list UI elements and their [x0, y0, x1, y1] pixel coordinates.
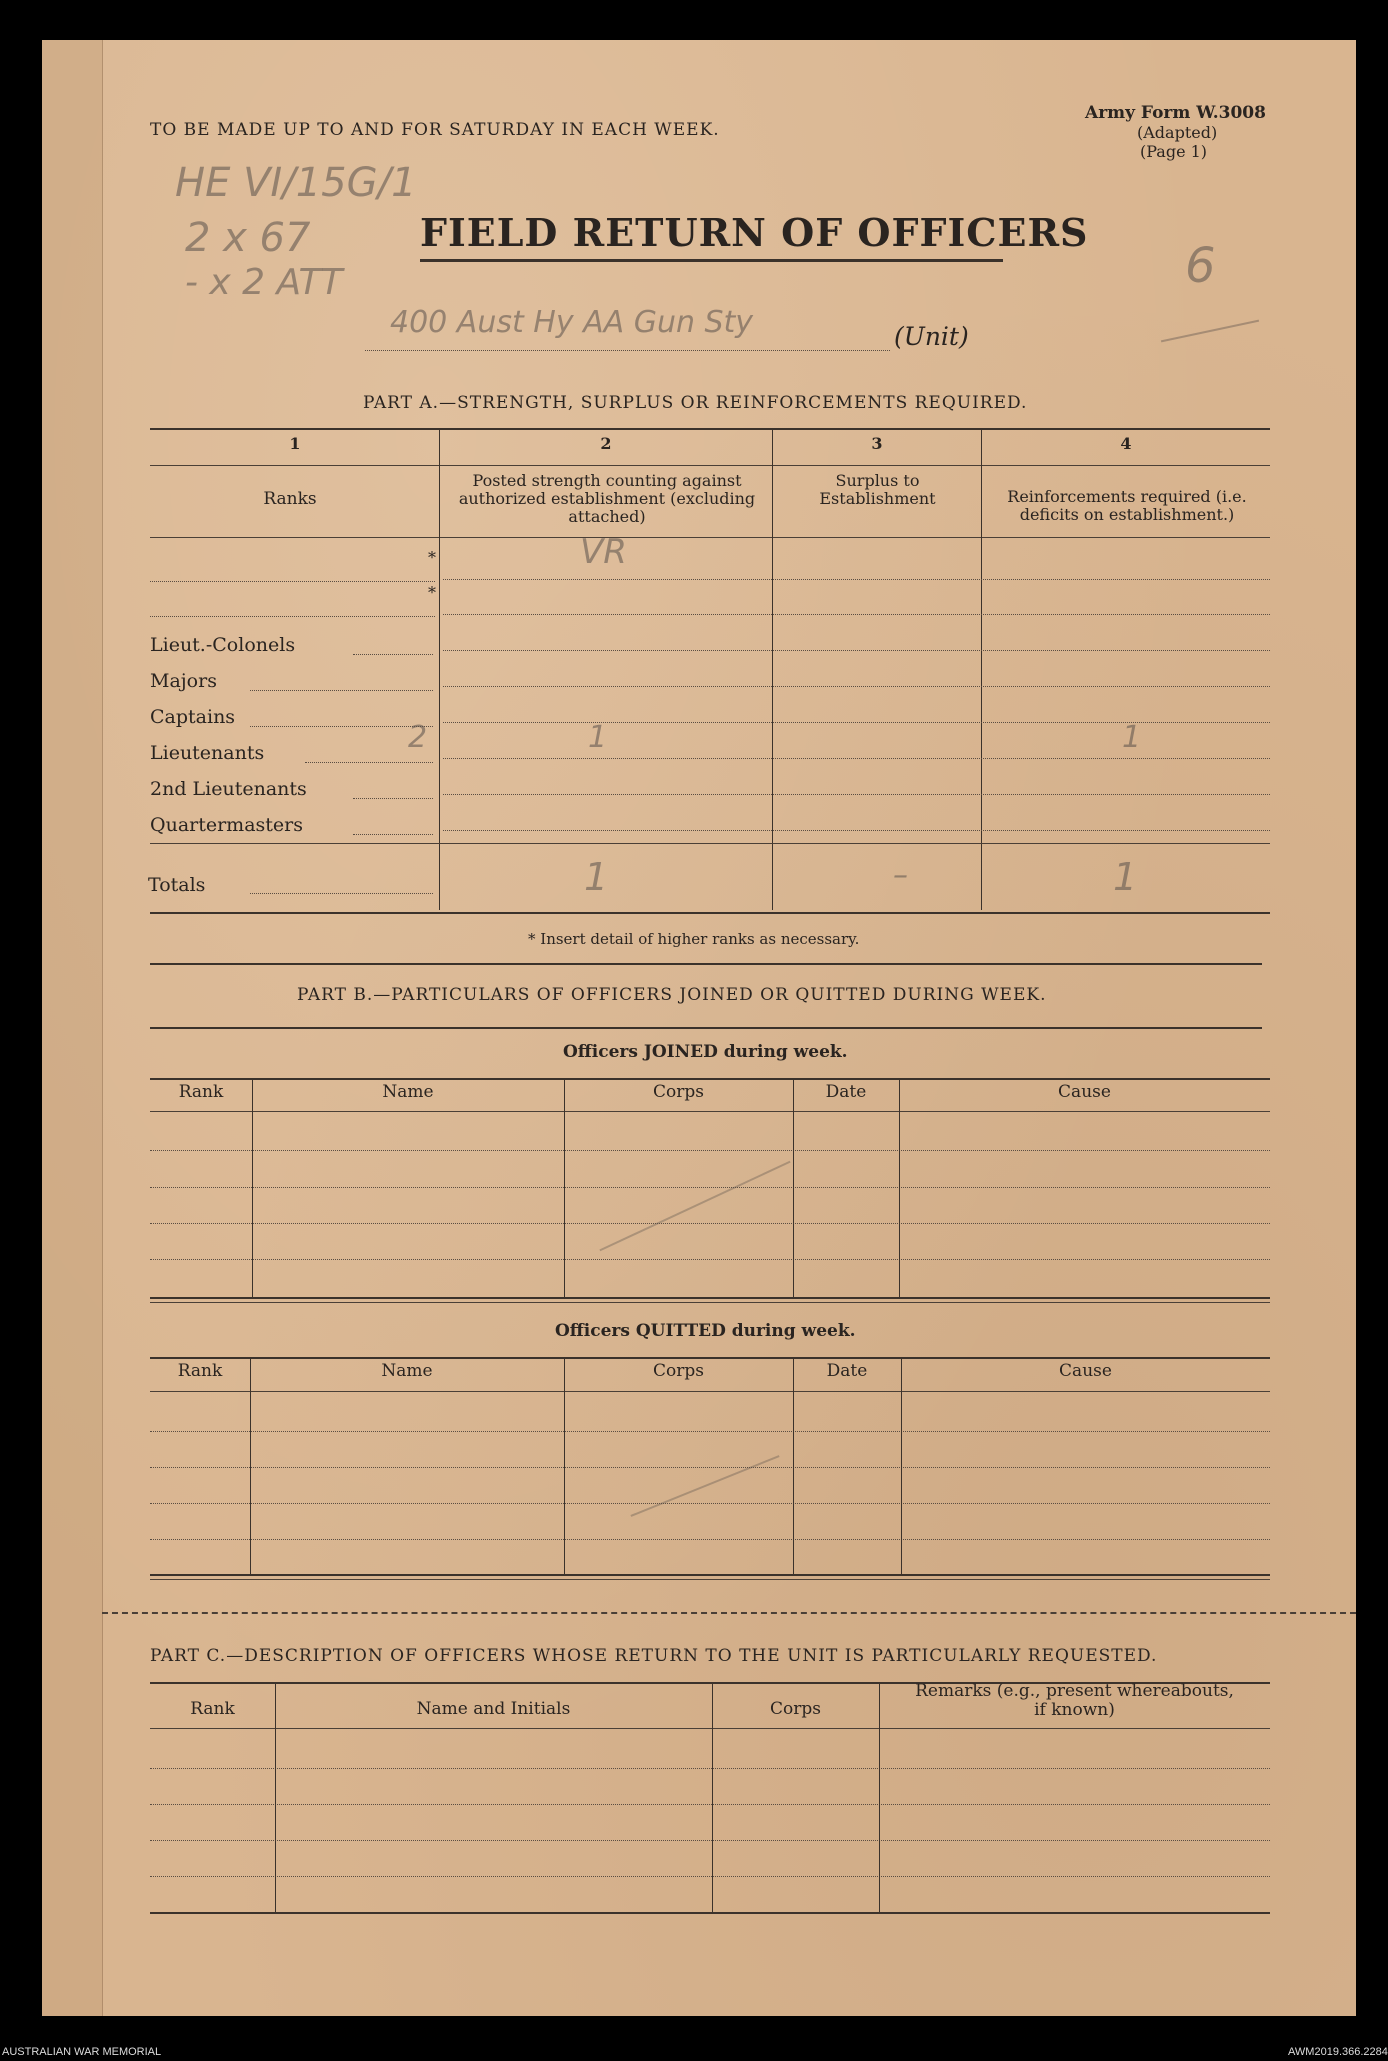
part-a-top-rule	[150, 428, 1270, 430]
pencil-number: 6	[1185, 238, 1216, 294]
row-rule-star-2b	[443, 614, 1270, 615]
pencil-lt-posted: 1	[588, 720, 608, 755]
leader-lieut-colonels	[353, 654, 433, 655]
joined-vline-3	[793, 1078, 794, 1297]
part-c-table-bottom	[150, 1912, 1270, 1914]
col-number-4: 4	[1120, 434, 1132, 453]
row-rule-3	[443, 722, 1270, 723]
joined-row-4	[150, 1259, 1270, 1260]
part-c-col-rank: Rank	[190, 1699, 235, 1719]
quitted-row-4	[150, 1539, 1270, 1540]
joined-col-name: Name	[382, 1082, 434, 1102]
quitted-table-top	[150, 1357, 1270, 1359]
leader-captains	[250, 726, 433, 727]
col-number-3: 3	[871, 434, 883, 453]
joined-table-bottom	[150, 1297, 1270, 1299]
part-c-title: PART C.—DESCRIPTION OF OFFICERS WHOSE RETURN TO THE UNIT IS PARTICULARLY REQUESTED.	[150, 1646, 1158, 1666]
quitted-col-cause: Cause	[1059, 1361, 1112, 1381]
unit-line	[365, 350, 890, 351]
totals-top-rule	[150, 843, 1270, 844]
perforation-line	[102, 1612, 1356, 1614]
joined-vline-2	[564, 1078, 565, 1297]
rank-lieut-colonels: Lieut.-Colonels	[150, 634, 296, 656]
row-rule-4	[443, 758, 1270, 759]
leader-totals	[250, 893, 433, 894]
pencil-total-surplus: –	[893, 858, 908, 893]
quitted-row-2	[150, 1467, 1270, 1468]
form-adapted: (Adapted)	[1137, 123, 1218, 142]
joined-table-bottom-2	[150, 1302, 1270, 1303]
form-number: Army Form W.3008	[1085, 103, 1266, 123]
joined-vline-4	[899, 1078, 900, 1297]
col-header-reinforcements: Reinforcements required (i.e. deficits on establishment.)	[1007, 487, 1247, 524]
header-instruction: TO BE MADE UP TO AND FOR SATURDAY IN EACH WEEK.	[150, 120, 720, 140]
star-marker-2: *	[428, 583, 436, 602]
joined-col-corps: Corps	[653, 1082, 704, 1102]
header-bottom-rule	[150, 537, 1270, 538]
quitted-row-3	[150, 1503, 1270, 1504]
row-rule-star-1b	[443, 579, 1270, 580]
rank-captains: Captains	[150, 706, 236, 728]
quitted-col-rank: Rank	[177, 1361, 223, 1381]
part-c-vline-1	[275, 1682, 276, 1912]
totals-label: Totals	[148, 874, 206, 896]
pencil-reference: HE VI/15G/1	[175, 160, 417, 206]
footer-credit: AUSTRALIAN WAR MEMORIAL	[2, 2046, 162, 2058]
rank-majors: Majors	[150, 670, 217, 692]
part-c-row-3	[150, 1840, 1270, 1841]
col-header-posted: Posted strength counting against authorized establishment (excluding attached)	[458, 471, 756, 526]
pencil-lt-rank: 2	[408, 720, 428, 755]
part-c-row-4	[150, 1876, 1270, 1877]
quitted-vline-2	[564, 1357, 565, 1574]
quitted-col-name: Name	[381, 1361, 433, 1381]
row-rule-2	[443, 686, 1270, 687]
part-a-title: PART A.—STRENGTH, SURPLUS OR REINFORCEMENTS REQUIRED.	[363, 393, 1028, 413]
joined-title: Officers JOINED during week.	[563, 1042, 848, 1062]
part-c-col-name: Name and Initials	[416, 1699, 571, 1719]
footnote: * Insert detail of higher ranks as necessary.	[528, 930, 860, 948]
part-a-end-rule	[150, 963, 1262, 965]
part-c-row-2	[150, 1804, 1270, 1805]
joined-header-rule	[150, 1111, 1270, 1112]
part-c-col-corps: Corps	[770, 1699, 821, 1719]
row-rule-5	[443, 794, 1270, 795]
joined-row-3	[150, 1223, 1270, 1224]
col-header-ranks: Ranks	[263, 489, 317, 509]
part-b-top-rule	[150, 1027, 1262, 1029]
quitted-header-rule	[150, 1391, 1270, 1392]
quitted-col-corps: Corps	[653, 1361, 704, 1381]
quitted-vline-4	[901, 1357, 902, 1574]
totals-bottom-rule	[150, 912, 1270, 914]
row-rule-1	[443, 650, 1270, 651]
part-c-row-1	[150, 1768, 1270, 1769]
joined-table-top	[150, 1078, 1270, 1080]
title-underline	[420, 259, 1003, 262]
pencil-note-a: 2 x 67	[185, 215, 311, 261]
quitted-title: Officers QUITTED during week.	[555, 1321, 856, 1341]
part-c-header-rule	[150, 1728, 1270, 1729]
leader-2nd-lieutenants	[353, 798, 433, 799]
part-c-vline-3	[879, 1682, 880, 1912]
unit-value: 400 Aust Hy AA Gun Sty	[390, 305, 754, 340]
part-a-vline-1	[439, 428, 440, 910]
form-page: (Page 1)	[1140, 142, 1208, 161]
leader-quartermasters	[353, 834, 433, 835]
part-c-col-remarks-line2: if known)	[1034, 1700, 1115, 1720]
row-rule-6	[443, 830, 1270, 831]
joined-vline-1	[252, 1078, 253, 1297]
row-rule-star-1	[150, 581, 435, 582]
star-marker-1: *	[428, 548, 436, 567]
part-a-vline-2	[772, 428, 773, 910]
quitted-table-bottom-2	[150, 1579, 1270, 1580]
part-c-col-remarks-line1: Remarks (e.g., present whereabouts,	[915, 1681, 1234, 1701]
leader-lieutenants	[305, 762, 433, 763]
pencil-lt-reinf: 1	[1122, 720, 1142, 755]
pencil-total-reinf: 1	[1113, 855, 1138, 899]
col-number-2: 2	[600, 434, 612, 453]
rank-quartermasters: Quartermasters	[150, 814, 303, 836]
pencil-note-b: - x 2 ATT	[185, 262, 343, 303]
form-title: FIELD RETURN OF OFFICERS	[420, 210, 1089, 255]
pencil-vr: VR	[580, 532, 627, 572]
quitted-table-bottom	[150, 1574, 1270, 1576]
quitted-vline-1	[250, 1357, 251, 1574]
col-number-rule	[150, 465, 1270, 466]
joined-row-1	[150, 1150, 1270, 1151]
col-number-1: 1	[289, 434, 301, 453]
quitted-vline-3	[793, 1357, 794, 1574]
footer-accession: AWM2019.366.2284	[1288, 2046, 1388, 2058]
part-a-vline-3	[981, 428, 982, 910]
leader-majors	[250, 690, 433, 691]
joined-col-cause: Cause	[1058, 1082, 1111, 1102]
part-c-vline-2	[712, 1682, 713, 1912]
joined-col-date: Date	[825, 1082, 867, 1102]
col-header-surplus: Surplus to Establishment	[819, 471, 936, 508]
unit-label: (Unit)	[894, 322, 969, 351]
rank-lieutenants: Lieutenants	[150, 742, 265, 764]
quitted-row-1	[150, 1431, 1270, 1432]
joined-row-2	[150, 1187, 1270, 1188]
rank-2nd-lieutenants: 2nd Lieutenants	[150, 778, 307, 800]
quitted-col-date: Date	[826, 1361, 868, 1381]
pencil-total-posted: 1	[584, 855, 609, 899]
paper-fold-edge	[42, 40, 103, 2016]
row-rule-star-2	[150, 616, 435, 617]
part-b-title: PART B.—PARTICULARS OF OFFICERS JOINED OR QUITTED DURING WEEK.	[297, 985, 1047, 1005]
joined-col-rank: Rank	[178, 1082, 224, 1102]
